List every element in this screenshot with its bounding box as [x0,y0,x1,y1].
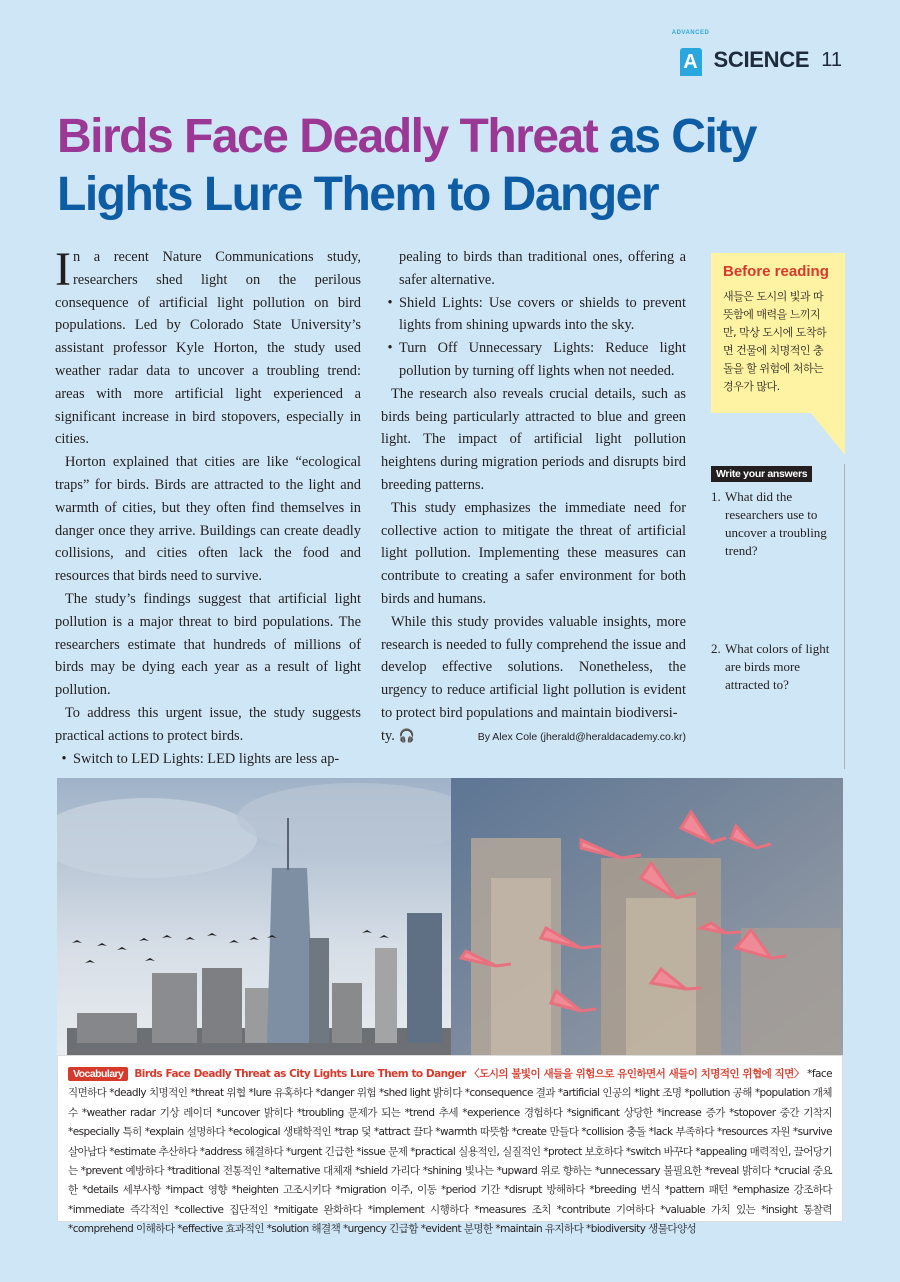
city-skyline-illustration [57,778,451,1055]
flamingos-photo [451,778,843,1055]
question-1-text: What did the researchers use to uncover a troubling trend? [725,489,827,558]
question-1 [711,488,836,560]
paragraph-3: The study’s findings suggest that artificial light pollution is a major threat to bird populations. The researchers estimate that hundreds of millions of birds may be dying each year as a result of light pollution. [55,590,361,699]
paragraph-7: While this study provides valuable insights, more research is needed to fully comprehend the issue and develop effective solutions. Nonetheless, the urgency to reduce artificial light pollution is evident to protect bird populations and maintain biodiversi- [381,613,686,721]
bullet-led-text-start: Switch to LED Lights: LED lights are less ap- [73,750,340,767]
byline: By Alex Cole (jherald@heraldacademy.co.kr) [477,730,686,743]
article-column-1 [55,243,361,770]
article-ending [381,725,686,748]
answers-header: Write your answers [711,466,812,482]
bullet-led [55,748,361,771]
title-part-2: as City [597,110,756,163]
bullet-dot: • [387,294,393,311]
bullet-shield-text: Shield Lights: Use covers or shields to prevent lights from shining upwards into the sky. [399,294,686,334]
question-2-number: 2. [711,641,721,656]
badge-arc-text: ADVANCED [671,30,710,36]
section-header [671,30,842,80]
ending-fragment [381,725,415,748]
before-reading-title: Before reading [723,263,829,280]
title-part-1: Birds Face Deadly Threat [57,110,598,163]
section-name: SCIENCE [713,47,810,72]
paragraph-1 [55,243,361,451]
bullet-turn-off-text: Turn Off Unnecessary Lights: Reduce light pollution by turning off lights when not needed. [399,340,686,379]
bullet-dot: • [387,340,393,357]
bullet-spacer [381,246,399,292]
bullet-shield [381,292,686,338]
advanced-level-badge [671,30,710,80]
paragraph-1-text: n a recent Nature Communications study, researchers shed light on the perilous consequence of artificial light pollution on bird populations. Led by Colorado State University’s assistant professor Kyle Horton, the study used weather radar data to uncover a troubling trend: areas with more artificial light experienced a significant increase in bird stopovers, especially in cities. [55,249,361,448]
title-line-2: Lights Lure Them to Danger [57,168,659,221]
vocabulary-box [57,1055,843,1236]
vocabulary-entries: *face 직면하다 *deadly 치명적인 *threat 위협 *lure 유혹하다 *danger 위험 *shed light 밝히다 *consequence 결과 *artificial 인공의 *light 조명 *pollution 공해 *population 개체수 *weather radar 기상 레이더 *uncover 밝히다 *troubling 문제가 되는 *trend 추세 *experience 경험하다 *significant 상당한 *increase 증가 *stopover 중간 기착지 *especially 특히 *explain 설명하다 *ecological 생태학적인 *trap 덫 *attract 끌다 *warmth 따뜻함 *create 만들다 *collision 충돌 *lack 부족하다 *resources 자원 *survive 살아남다 *estimate 추산하다 *address 해결하다 *urgent 긴급한 *issue 문제 *practical 실용적인, 실질적인 *protect 보호하다 *switch 바꾸다 *appealing 매력적인, 끌어당기는 *prevent 예방하다 *traditional 전통적인 *alternative 대체재 *shield 가리다 *shining 빛나는 *upward 위로 향하는 *unnecessary 불필요한 *reveal 밝히다 *crucial 중요한 *details 세부사항 *impact 영향 *heighten 고조시키다 *migration 이주, 이동 *period 기간 *disrupt 방해하다 *breeding 번식 *pattern 패턴 *emphasize 강조하다 *immediate 즉각적인 *collective 집단적인 *mitigate 완화하다 *implement 시행하다 *measures 조치 *contribute 기여하다 *valuable 가치 있는 *insight 통찰력 *comprehend 이해하다 *effective 효과적인 *solution 해결책 *urgency 긴급함 *evident 분명한 *maintain 유지하다 *biodiversity 생물다양성 [68,1068,833,1236]
before-reading-note [711,253,845,413]
bullet-turn-off [381,337,686,383]
write-your-answers-box [711,464,845,769]
paragraph-7-end: ty. [381,727,395,744]
paragraph-5: The research also reveals crucial details, such as birds being particularly attracted to blue and green light. The impact of artificial light pollution heightens during migration periods and disrupts bird breeding patterns. [381,385,686,493]
article-column-2 [381,246,686,748]
before-reading-text: 새들은 도시의 빛과 따뜻함에 매력을 느끼지만, 막상 도시에 도착하면 건물에 치명적인 충돌을 할 위험에 처하는 경우가 많다. [723,290,827,393]
question-1-number: 1. [711,489,721,504]
page-number: 11 [821,48,842,71]
flamingos-illustration [451,778,843,1055]
city-skyline-photo [57,778,451,1055]
paragraph-4: To address this urgent issue, the study suggests practical actions to protect birds. [55,704,361,744]
vocabulary-headline: Birds Face Deadly Threat as City Lights Lure Them to Danger 〈도시의 불빛이 새들을 위험으로 유인하면서 새들이 치명적인 위협에 직면〉 [134,1068,805,1080]
paragraph-6: This study emphasizes the immediate need for collective action to mitigate the threat of artificial light pollution. Implementing these measures can contribute to creating a safer environment for both birds and humans. [381,499,686,607]
speech-bubble-tail [811,413,845,455]
badge-letter: A [680,48,702,76]
paragraph-2: Horton explained that cities are like “ecological traps” for birds. Birds are attracted to the light and warmth of cities, but they often find themselves in danger once they arrive. Buildings can create deadly collisions, and cities often lack the food and resources that birds need to survive. [55,454,361,585]
drop-cap: I [55,243,71,296]
bullet-led-text-end: pealing to birds than traditional ones, offering a safer alternative. [399,249,686,288]
question-2-text: What colors of light are birds more attracted to? [725,641,830,692]
headphones-icon[interactable]: 🎧 [398,727,415,743]
vocabulary-tag: Vocabulary [68,1067,128,1081]
article-title [57,108,857,224]
question-2 [711,640,836,694]
bullet-dot: • [61,750,67,767]
bullet-led-continued [381,246,686,292]
